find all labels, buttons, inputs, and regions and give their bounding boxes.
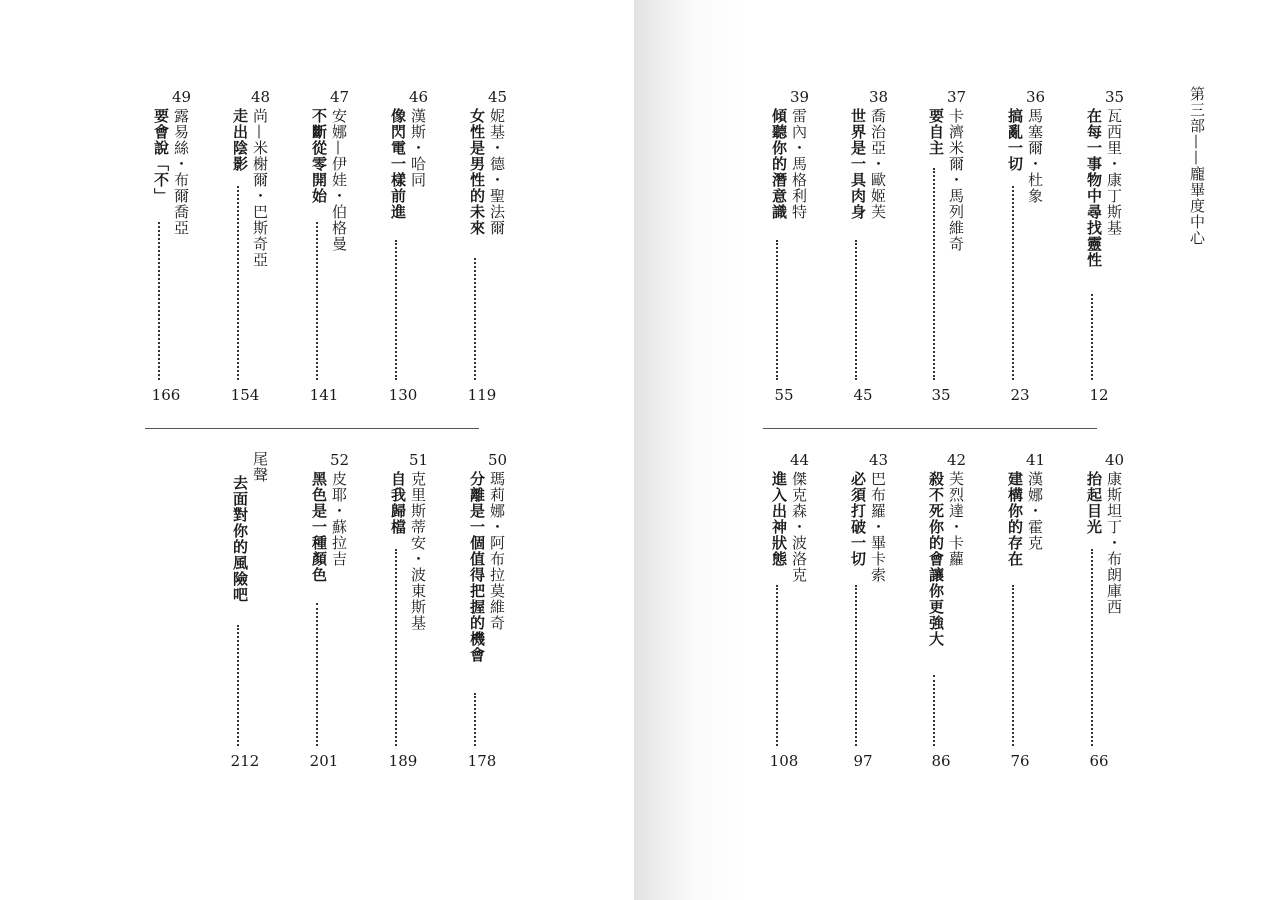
artist-name: 芙烈達・卡蘿 [947, 471, 965, 567]
chapter-title: 搞亂一切 [1006, 108, 1024, 172]
chapter-number: 45 [488, 88, 508, 106]
chapter-number: 40 [1105, 451, 1125, 469]
page-number: 108 [769, 752, 799, 770]
artist-name: 瑪莉娜・阿布拉莫維奇 [488, 471, 506, 631]
artist-name: 巴布羅・畢卡索 [869, 471, 887, 583]
artist-name: 漢斯・哈同 [409, 108, 427, 188]
chapter-title: 傾聽你的潛意識 [770, 108, 788, 220]
divider-rule-right [763, 428, 1097, 429]
page-number: 76 [1010, 752, 1030, 770]
artist-name: 尾聲 [251, 451, 269, 483]
artist-name: 漢娜・霍克 [1026, 471, 1044, 551]
page-number: 166 [151, 386, 181, 404]
page-number: 178 [467, 752, 497, 770]
chapter-number: 36 [1026, 88, 1046, 106]
artist-name: 妮基・德・聖法爾 [488, 108, 506, 236]
dot-leader [158, 222, 160, 380]
page-number: 86 [931, 752, 951, 770]
chapter-number: 37 [947, 88, 967, 106]
chapter-title: 在每一事物中尋找靈性 [1085, 108, 1103, 268]
dot-leader [474, 693, 476, 746]
dot-leader [237, 625, 239, 746]
chapter-title: 黑色是一種顏色 [310, 471, 328, 583]
dot-leader [933, 168, 935, 380]
dot-leader [395, 240, 397, 380]
artist-name: 雷內・馬格利特 [790, 108, 808, 220]
chapter-title: 不斷從零開始 [310, 108, 328, 204]
chapter-number: 41 [1026, 451, 1046, 469]
artist-name: 安娜—伊娃・伯格曼 [330, 108, 348, 252]
chapter-number: 44 [790, 451, 810, 469]
chapter-number: 47 [330, 88, 350, 106]
chapter-number: 35 [1105, 88, 1125, 106]
dot-leader [474, 258, 476, 380]
page-number: 119 [467, 386, 497, 404]
divider-rule-left [145, 428, 479, 429]
chapter-title: 建構你的存在 [1006, 471, 1024, 567]
artist-name: 皮耶・蘇拉吉 [330, 471, 348, 567]
dot-leader [237, 186, 239, 380]
page-number: 45 [853, 386, 873, 404]
dot-leader [1091, 294, 1093, 380]
chapter-number: 49 [172, 88, 192, 106]
dot-leader [776, 585, 778, 746]
artist-name: 康斯坦丁・布朗庫西 [1105, 471, 1123, 615]
page-number: 141 [309, 386, 339, 404]
page-number: 130 [388, 386, 418, 404]
chapter-number: 52 [330, 451, 350, 469]
dot-leader [316, 222, 318, 380]
page-number: 35 [931, 386, 951, 404]
chapter-title: 像閃電一樣前進 [389, 108, 407, 220]
page-number: 201 [309, 752, 339, 770]
dot-leader [1012, 186, 1014, 380]
page-number: 55 [774, 386, 794, 404]
chapter-title: 世界是一具肉身 [849, 108, 867, 220]
chapter-title: 進入出神狀態 [770, 471, 788, 567]
page-number: 12 [1089, 386, 1109, 404]
dot-leader [316, 603, 318, 746]
page-number: 212 [230, 752, 260, 770]
page-number: 66 [1089, 752, 1109, 770]
page-number: 97 [853, 752, 873, 770]
dot-leader [395, 549, 397, 746]
artist-name: 露易絲・布爾喬亞 [172, 108, 190, 236]
artist-name: 克里斯蒂安・波東斯基 [409, 471, 427, 631]
chapter-title: 自我歸檔 [389, 471, 407, 535]
chapter-number: 48 [251, 88, 271, 106]
dot-leader [776, 240, 778, 380]
chapter-title: 殺不死你的會讓你更強大 [927, 471, 945, 647]
page-number: 189 [388, 752, 418, 770]
artist-name: 馬塞爾・杜象 [1026, 108, 1044, 204]
artist-name: 喬治亞・歐姬芙 [869, 108, 887, 220]
dot-leader [855, 240, 857, 380]
artist-name: 卡濟米爾・馬列維奇 [947, 108, 965, 252]
chapter-title: 必須打破一切 [849, 471, 867, 567]
chapter-number: 51 [409, 451, 429, 469]
chapter-number: 39 [790, 88, 810, 106]
artist-name: 尚—米榭爾・巴斯奇亞 [251, 108, 269, 268]
chapter-number: 42 [947, 451, 967, 469]
chapter-title: 走出陰影 [231, 108, 249, 172]
dot-leader [1091, 549, 1093, 746]
chapter-title: 分離是一個值得把握的機會 [468, 471, 486, 663]
artist-name: 傑克森・波洛克 [790, 471, 808, 583]
page-number: 23 [1010, 386, 1030, 404]
chapter-number: 43 [869, 451, 889, 469]
chapter-number: 50 [488, 451, 508, 469]
chapter-title: 女性是男性的未來 [468, 108, 486, 236]
part-heading: 第三部——龐畢度中心 [1188, 86, 1206, 246]
chapter-title: 抬起目光 [1085, 471, 1103, 535]
chapter-title: 要自主 [927, 108, 945, 156]
chapter-title: 要會說「不」 [152, 108, 170, 204]
dot-leader [855, 585, 857, 746]
dot-leader [933, 675, 935, 746]
dot-leader [1012, 585, 1014, 746]
chapter-number: 38 [869, 88, 889, 106]
artist-name: 瓦西里・康丁斯基 [1105, 108, 1123, 236]
chapter-number: 46 [409, 88, 429, 106]
chapter-title: 去面對你的風險吧 [231, 475, 249, 603]
page-number: 154 [230, 386, 260, 404]
